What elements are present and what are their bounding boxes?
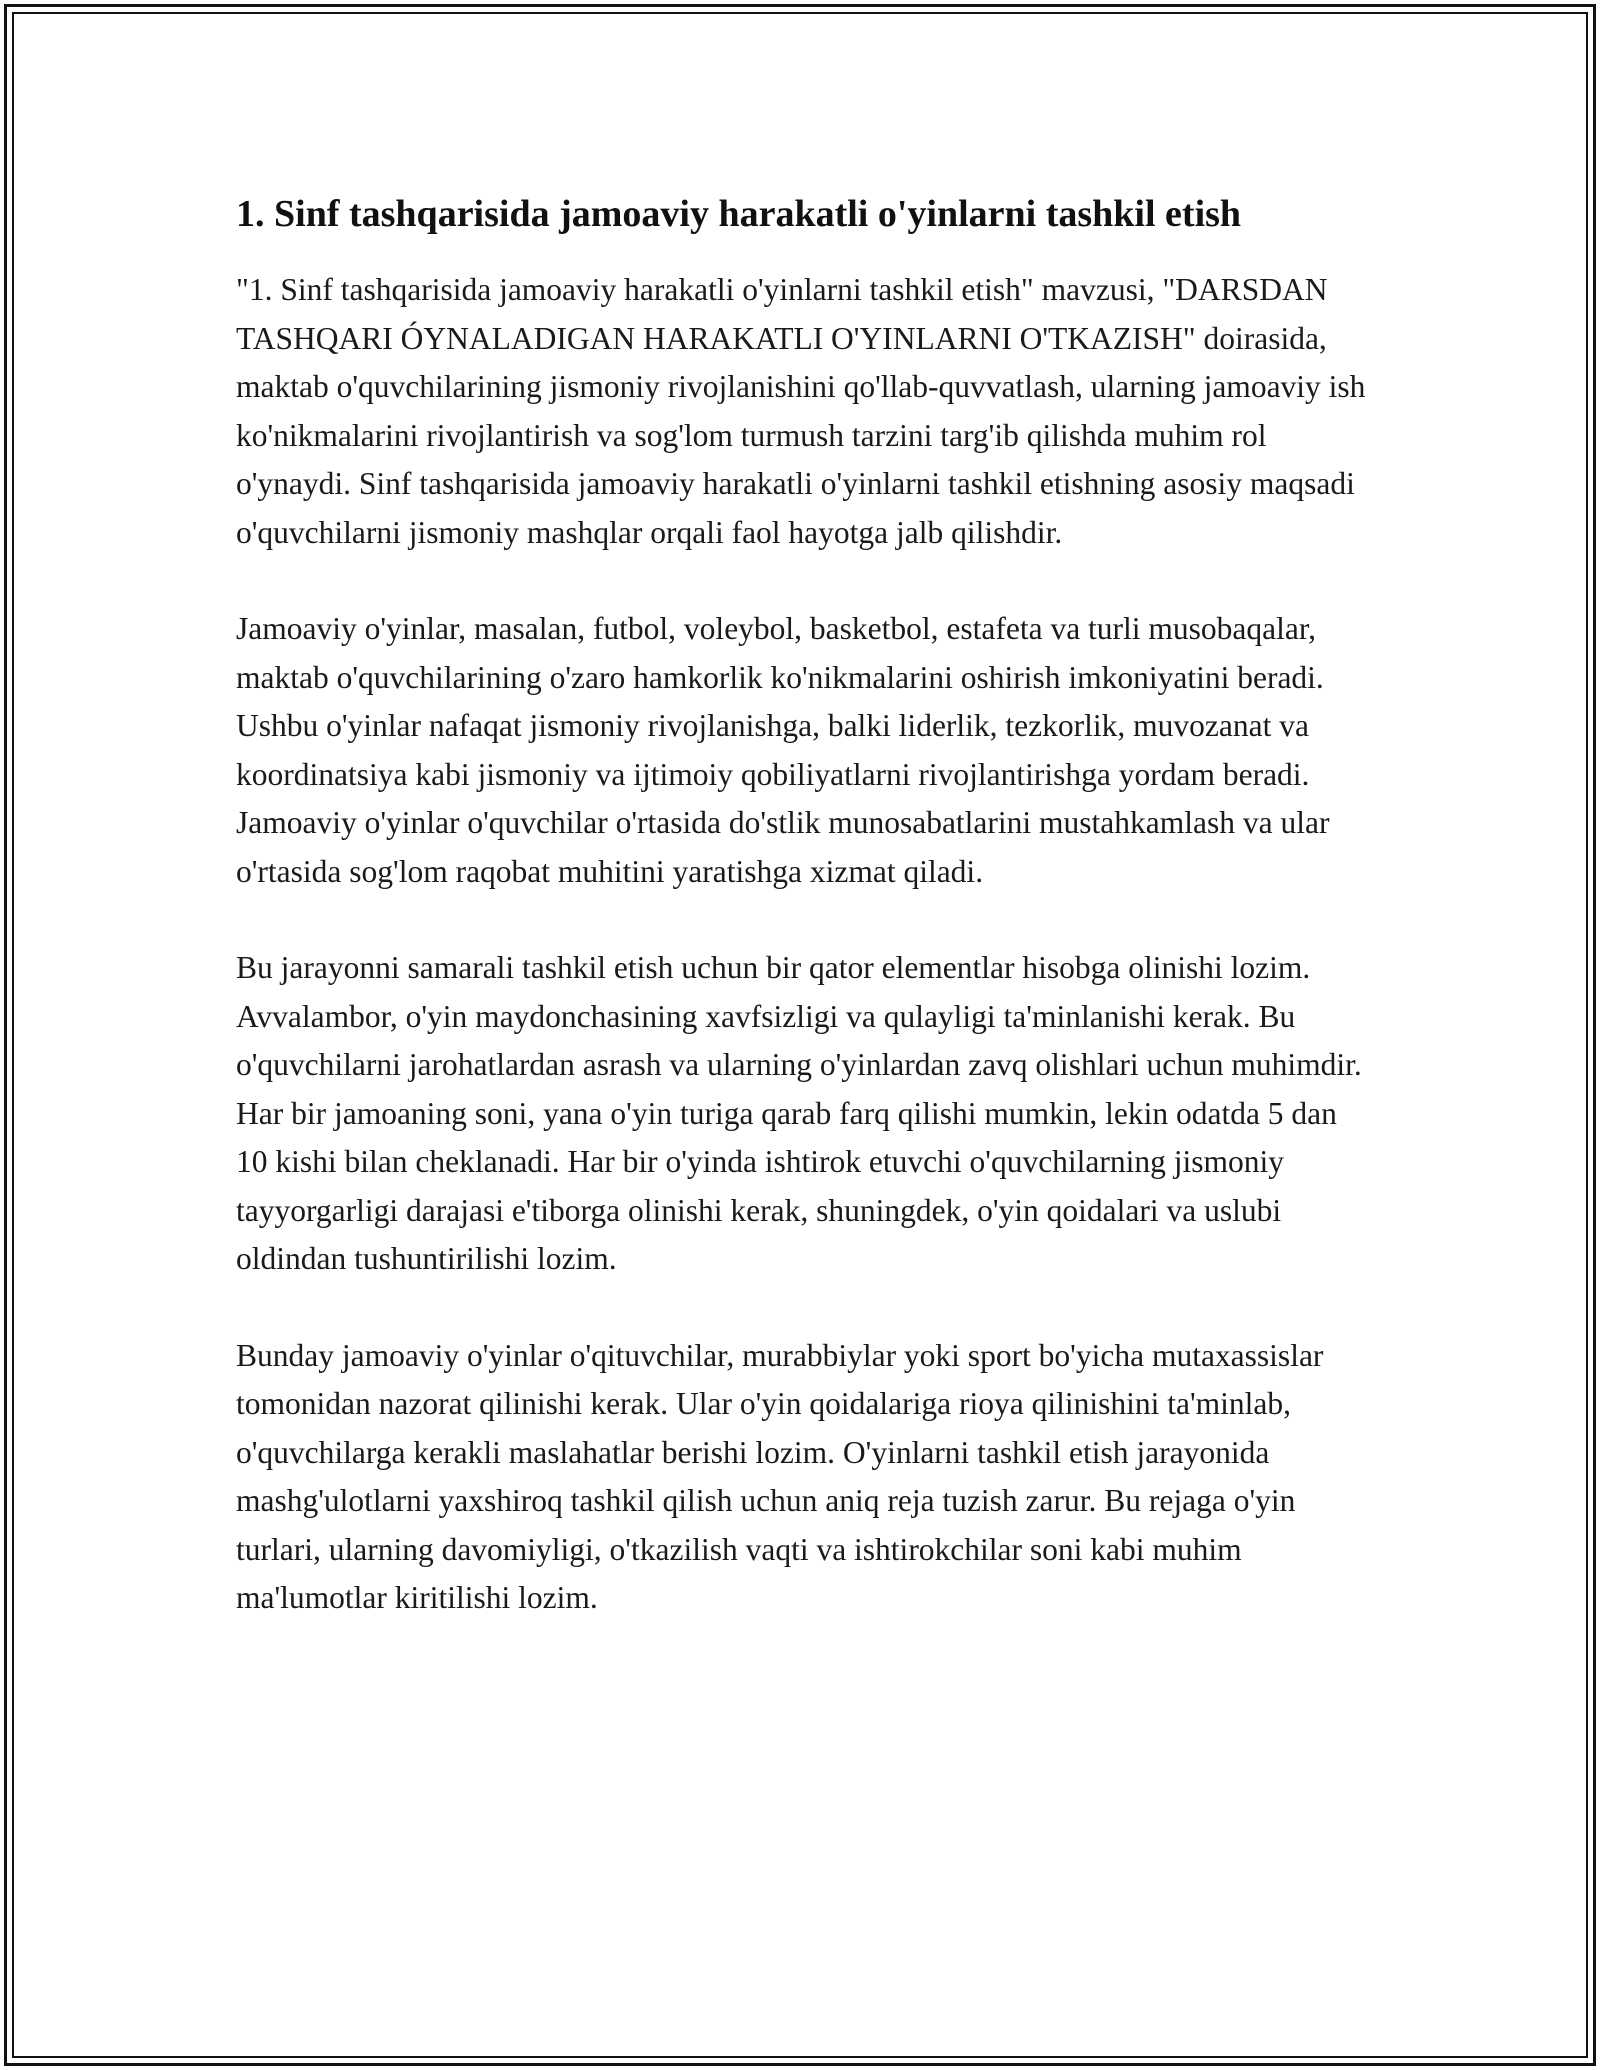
document-body	[236, 186, 1371, 1671]
section-heading: 1. Sinf tashqarisida jamoaviy harakatli o'yinlarni tashkil etish	[236, 193, 1242, 235]
paragraph-2: Jamoaviy o'yinlar, masalan, futbol, voleybol, basketbol, estafeta va turli musobaqalar, maktab o'quvchilarining o'zaro hamkorlik ko'nikmalarini oshirish imkoniyatini beradi. Ushbu o'yinlar nafaqat jismoniy rivojlanishga, balki liderlik, tezkorlik, muvozanat va koordinatsiya kabi jismoniy va ijtimoiy qobiliyatlarni rivojlantirishga yordam beradi. Jamoaviy o'yinlar o'quvchilar o'rtasida do'stlik munosabatlarini mustahkamlash va ular o'rtasida sog'lom raqobat muhitini yaratishga xizmat qiladi.	[236, 611, 1330, 889]
paragraph-1: "1. Sinf tashqarisida jamoaviy harakatli o'yinlarni tashkil etish" mavzusi, "DARSDAN TASHQARI ÓYNALADIGAN HARAKATLI O'YINLARNI O'TKAZISH" doirasida, maktab o'quvchilarining jismoniy rivojlanishini qo'llab-quvvatlash, ularning jamoaviy ish ko'nikmalarini rivojlantirish va sog'lom turmush tarzini targ'ib qilishda muhim rol o'ynaydi. Sinf tashqarisida jamoaviy harakatli o'yinlarni tashkil etishning asosiy maqsadi o'quvchilarni jismoniy mashqlar orqali faol hayotga jalb qilishdir.	[236, 272, 1366, 550]
paragraph-4: Bunday jamoaviy o'yinlar o'qituvchilar, murabbiylar yoki sport bo'yicha mutaxassislar tomonidan nazorat qilinishi kerak. Ular o'yin qoidalariga rioya qilinishini ta'minlab, o'quvchilarga kerakli maslahatlar berishi lozim. O'yinlarni tashkil etish jarayonida mashg'ulotlarni yaxshiroq tashkil qilish uchun aniq reja tuzish zarur. Bu rejaga o'yin turlari, ularning davomiyligi, o'tkazilish vaqti va ishtirokchilar soni kabi muhim ma'lumotlar kiritilishi lozim.	[236, 1337, 1324, 1615]
paragraph-3: Bu jarayonni samarali tashkil etish uchun bir qator elementlar hisobga olinishi lozim. Avvalambor, o'yin maydonchasining xavfsizligi va qulayligi ta'minlanishi kerak. Bu o'quvchilarni jarohatlardan asrash va ularning o'yinlardan zavq olishlari uchun muhimdir. Har bir jamoaning soni, yana o'yin turiga qarab farq qilishi mumkin, lekin odatda 5 dan 10 kishi bilan cheklanadi. Har bir o'yinda ishtirok etuvchi o'quvchilarning jismoniy tayyorgarligi darajasi e'tiborga olinishi kerak, shuningdek, o'yin qoidalari va uslubi oldindan tushuntirilishi lozim.	[236, 950, 1362, 1276]
